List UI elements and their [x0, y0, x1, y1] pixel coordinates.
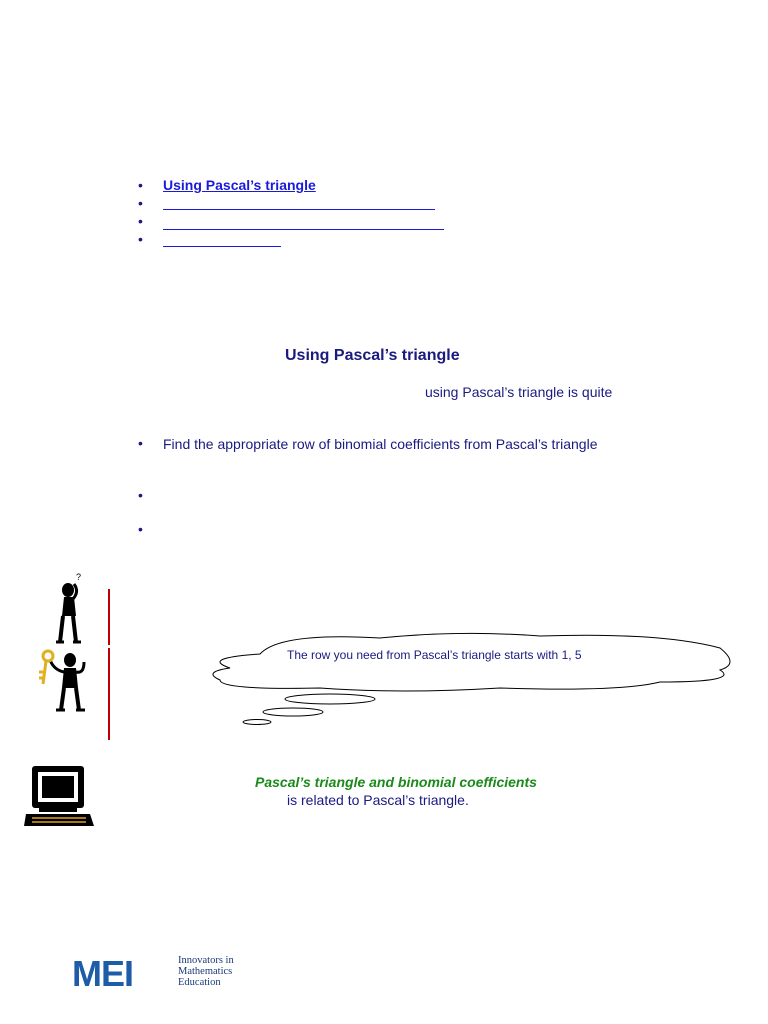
bullet-text-1: Find the appropriate row of binomial coefficients from Pascal’s triangle [163, 436, 598, 452]
toc-link-using-pascals-triangle[interactable]: Using Pascal’s triangle [163, 177, 316, 193]
mei-logo [72, 955, 176, 989]
bullet-icon: • [138, 213, 143, 229]
hint-text: The row you need from Pascal’s triangle starts with 1, 5 [287, 648, 582, 662]
intro-text: using Pascal’s triangle is quite [425, 384, 613, 400]
bullet-icon: • [138, 231, 143, 247]
bullet-icon: • [138, 435, 143, 451]
logo-line: Education [178, 977, 221, 988]
logo-line: Mathematics [178, 966, 233, 977]
section-heading: Using Pascal’s triangle [285, 347, 460, 364]
thinking-person-icon [50, 570, 100, 646]
logo-tagline [178, 955, 234, 988]
computer-icon [22, 762, 98, 830]
bullet-icon: • [138, 177, 143, 193]
red-rule [108, 589, 110, 645]
bullet-icon: • [138, 487, 143, 503]
thought-cloud-icon [200, 630, 740, 730]
bullet-icon: • [138, 195, 143, 211]
computer-task-link[interactable]: Pascal’s triangle and binomial coefficients [255, 774, 537, 790]
toc-link-4[interactable] [163, 246, 281, 247]
person-with-key-icon [36, 648, 96, 714]
toc-link-2[interactable] [163, 209, 435, 210]
svg-text:?: ? [76, 572, 82, 582]
logo-line: Innovators in [178, 955, 234, 966]
red-rule [108, 648, 110, 740]
toc-link-3[interactable] [163, 229, 444, 230]
computer-task-text: is related to Pascal’s triangle. [287, 792, 469, 808]
logo-mark-text: MEI [72, 955, 134, 989]
bullet-icon: • [138, 521, 143, 537]
